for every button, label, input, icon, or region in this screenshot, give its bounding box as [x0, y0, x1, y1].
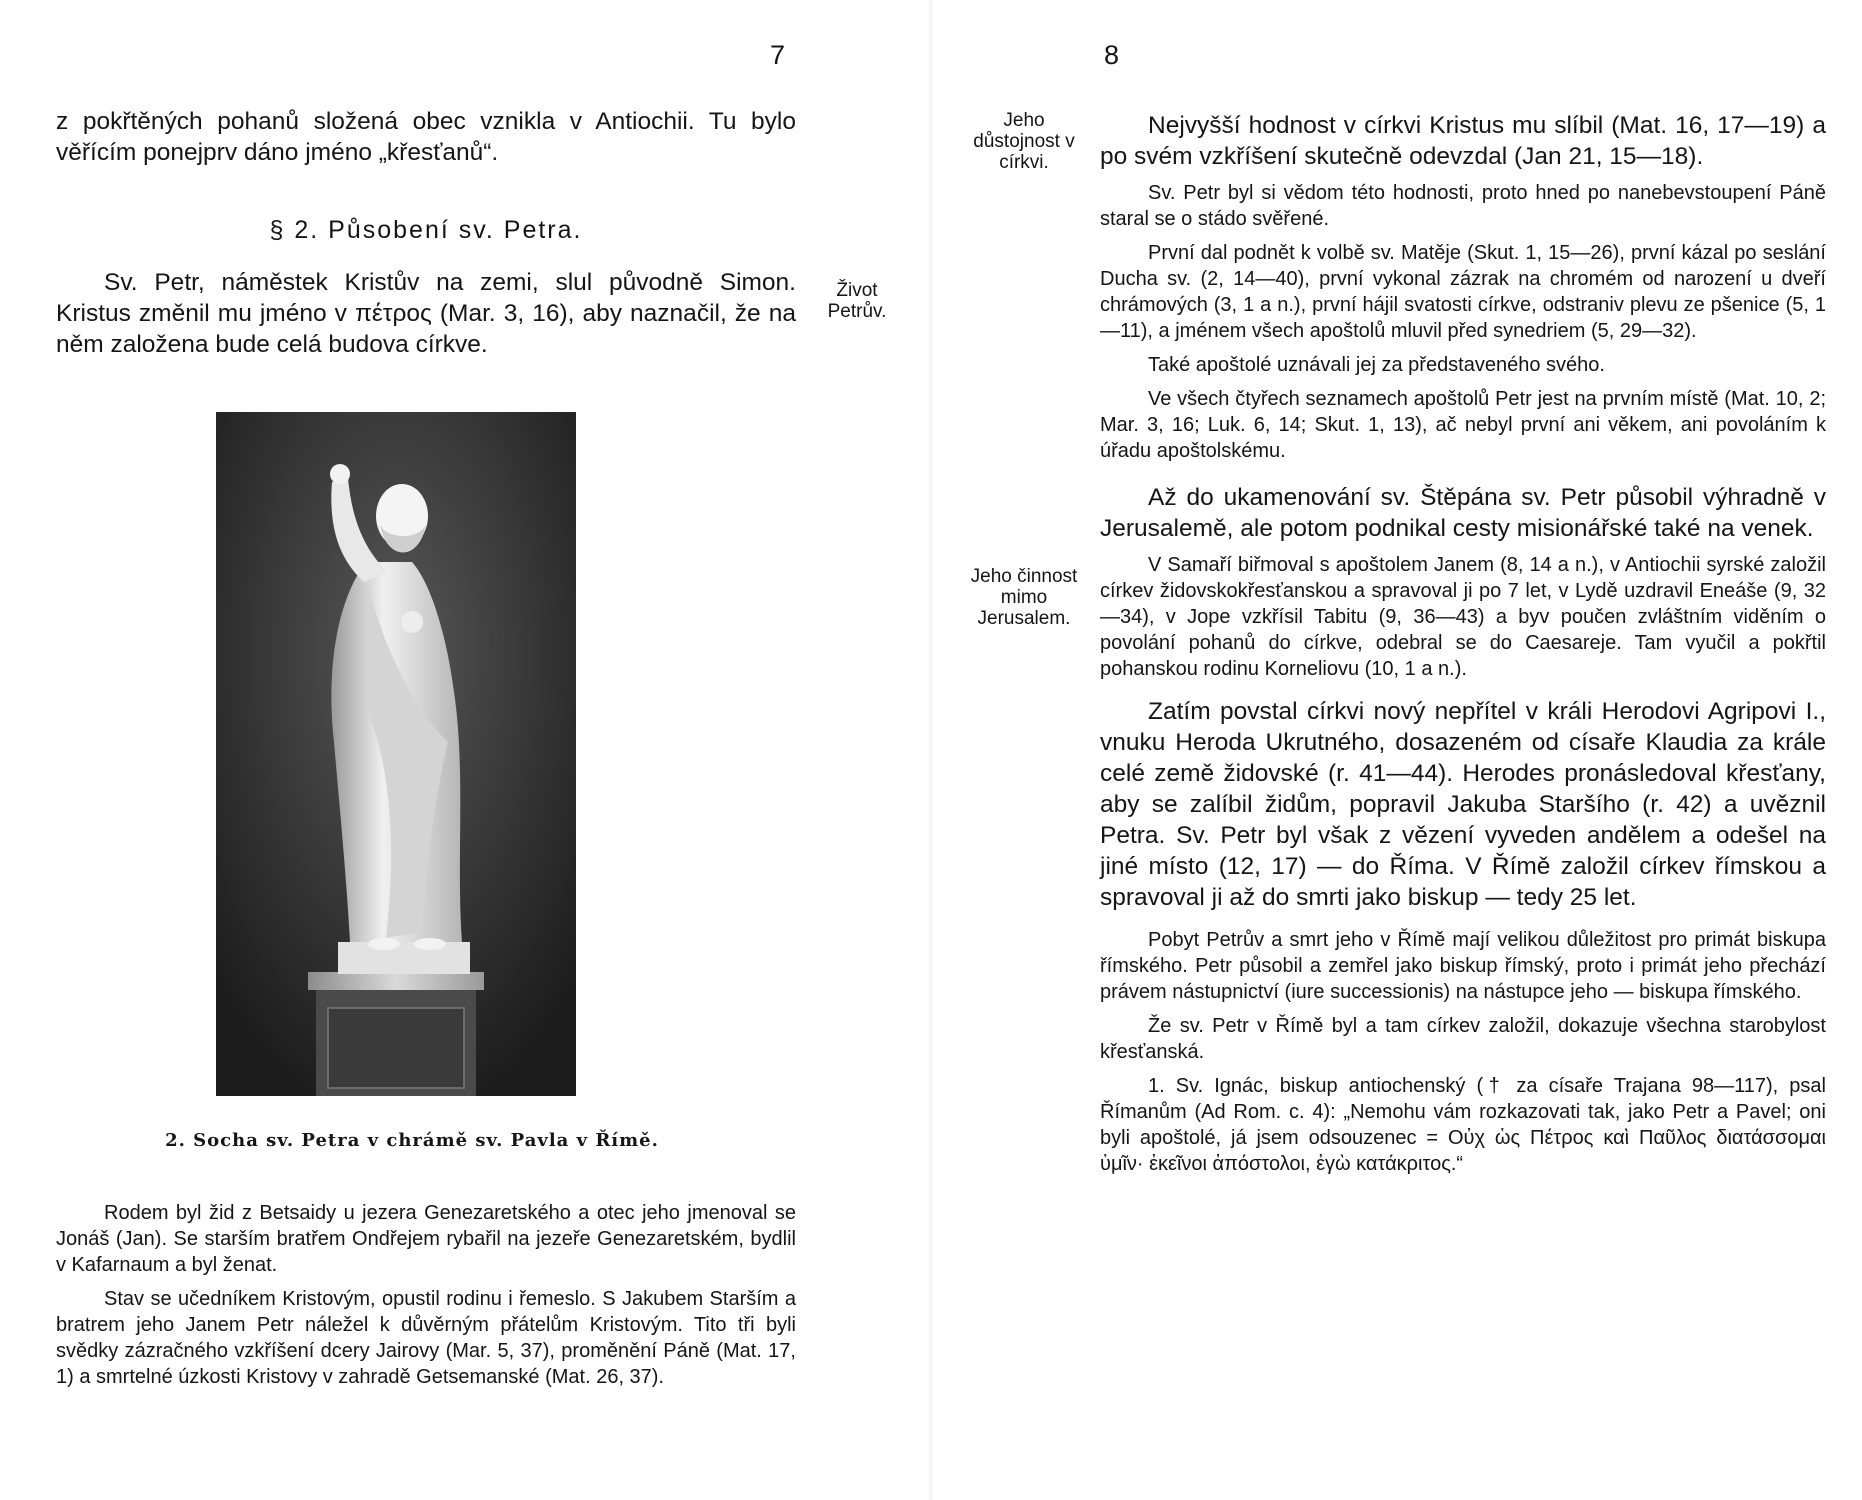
paragraph-antiquity: Že sv. Petr v Římě byl a tam církev založil, dokazuje všechna starobylost křesťanská. [1100, 1015, 1826, 1063]
book-gutter [928, 0, 934, 1500]
intro-paragraph: z pokřtěných pohanů složená obec vznikla v Antiochii. Tu bylo věřícím ponejprv dáno jméno „křesťanů“. [56, 108, 796, 166]
paragraph-first-deeds: První dal podnět k volbě sv. Matěje (Skut. 1, 15—26), první kázal po seslání Ducha sv. (2, 14—40), první vykonal zázrak na chromém od narození u dveří chrámových (3, 1 a n.), první hájil svatosti církve, odstraniv plevu ze pšenice (5, 1—11), a jménem všech apoštolů mluvil před synedriem (5, 29—32). [1100, 242, 1826, 342]
figure-caption: 2. Socha sv. Petra v chrámě sv. Pavla v Římě. [165, 1130, 659, 1151]
statue-photograph [216, 412, 576, 1096]
left-bottom-text [56, 1200, 796, 1398]
page-number-left: 7 [770, 40, 786, 70]
paragraph-aware-of-dignity: Sv. Petr byl si vědom této hodnosti, proto hned po nanebevstoupení Páně staral se o stádo svěřené. [1100, 182, 1826, 230]
paragraph-herod-agrippa: Zatím povstal církvi nový nepřítel v králi Herodovi Agripovi I., vnuku Heroda Ukrutného, dosazeném od císaře Klaudia za krále celé země židovské (r. 41—44). Herodes pronásledoval křesťany, aby se zalíbil židům, popravil Jakuba Staršího (r. 42) a uvěznil Petra. Sv. Petr byl však z vězení vyveden andělem a odešel na jiné místo (12, 17) — do Říma. V Římě založil církev římskou a spravoval ji až do smrti jako biskup — tedy 25 let. [1100, 698, 1826, 911]
paragraph-origin: Rodem byl žid z Betsaidy u jezera Genezaretského a otec jeho jmenoval se Jonáš (Jan). Se starším bratřem Ondřejem rybařil na jezeře Genezaretském, bydlil v Kafarnaum a byl ženat. [56, 1202, 796, 1276]
margin-note-life: Život Petrův. [827, 280, 887, 322]
right-text [1100, 110, 1826, 1185]
paragraph-lists-of-apostles: Ve všech čtyřech seznamech apoštolů Petr jest na prvním místě (Mat. 10, 2; Mar. 3, 16; Luk. 6, 14; Skut. 1, 13), ač nebyl první ani věkem, ani povoláním k úřadu apoštolskému. [1100, 388, 1826, 462]
paragraph-disciple: Stav se učedníkem Kristovým, opustil rodinu i řemeslo. S Jakubem Starším a bratrem jeho Janem Petr náležel k důvěrným přátelům Kristovým. Tito tři byli svědky zázračného vzkříšení dcery Jairovy (Mar. 5, 37), proměnění Páně (Mat. 17, 1) a smrtelné úzkosti Kristovy v zahradě Getsemanské (Mat. 26, 37). [56, 1288, 796, 1388]
paragraph-samaria-antioch: V Samaří biřmoval s apoštolem Janem (8, 14 a n.), v Antiochii syrské založil církev židovskokřesťanskou a spravoval ji po 7 let, v Lydě uzdravil Eneáše (9, 32—34), v Jope vzkřísil Tabitu (9, 36—43) a byv poučen zvláštním viděním o povolání pohanů do církve, odebral se do Caesareje. Tam vyučil a pokřtil pohanskou rodinu Korneliovu (10, 1 a n.). [1100, 554, 1826, 680]
section-heading: § 2. Působení sv. Petra. [269, 216, 583, 244]
paragraph-ignatius: 1. Sv. Ignác, biskup antiochenský († za císaře Trajana 98—117), psal Římanům (Ad Rom. c. 4): „Nemohu vám rozkazovati tak, jako Petr a Pavel; oni byli apoštolé, já jsem odsouzenec = Οὐχ ὡς Πέτρος καὶ Παῦλος διατάσσομαι ὑμῖν· ἐκεῖνοι ἀπόστολοι, ἐγὼ κατάκριτος.“ [1100, 1075, 1826, 1175]
left-top-text [56, 106, 796, 360]
paragraph-highest-dignity: Nejvyšší hodnost v církvi Kristus mu slíbil (Mat. 16, 17—19) a po svém vzkříšení skutečně odevzdal (Jan 21, 15—18). [1100, 112, 1826, 170]
statue-of-st-peter-image [216, 412, 576, 1096]
paragraph-missionary-journeys: Až do ukamenování sv. Štěpána sv. Petr působil výhradně v Jerusalemě, ale potom podnikal cesty misionářské také na venek. [1100, 484, 1826, 542]
paragraph-apostles-recognized: Také apoštolé uznávali jej za představeného svého. [1148, 354, 1605, 376]
margin-note-activity: Jeho činnost mimo Jerusalem. [970, 566, 1078, 629]
paragraph-primacy: Pobyt Petrův a smrt jeho v Římě mají velikou důležitost pro primát biskupa římského. Petr působil a zemřel jako biskup římský, proto i primát jeho přechází právem nástupnictví (iure successionis) na nástupce jeho — biskupa římského. [1100, 929, 1826, 1003]
margin-note-dignity: Jeho důstojnost v církvi. [973, 110, 1075, 173]
paragraph-name-change: Sv. Petr, náměstek Kristův na zemi, slul původně Simon. Kristus změnil mu jméno v πέτρος (Mar. 3, 16), aby naznačil, že na něm založena bude celá budova církve. [56, 269, 796, 358]
page-number-right: 8 [1104, 40, 1120, 70]
